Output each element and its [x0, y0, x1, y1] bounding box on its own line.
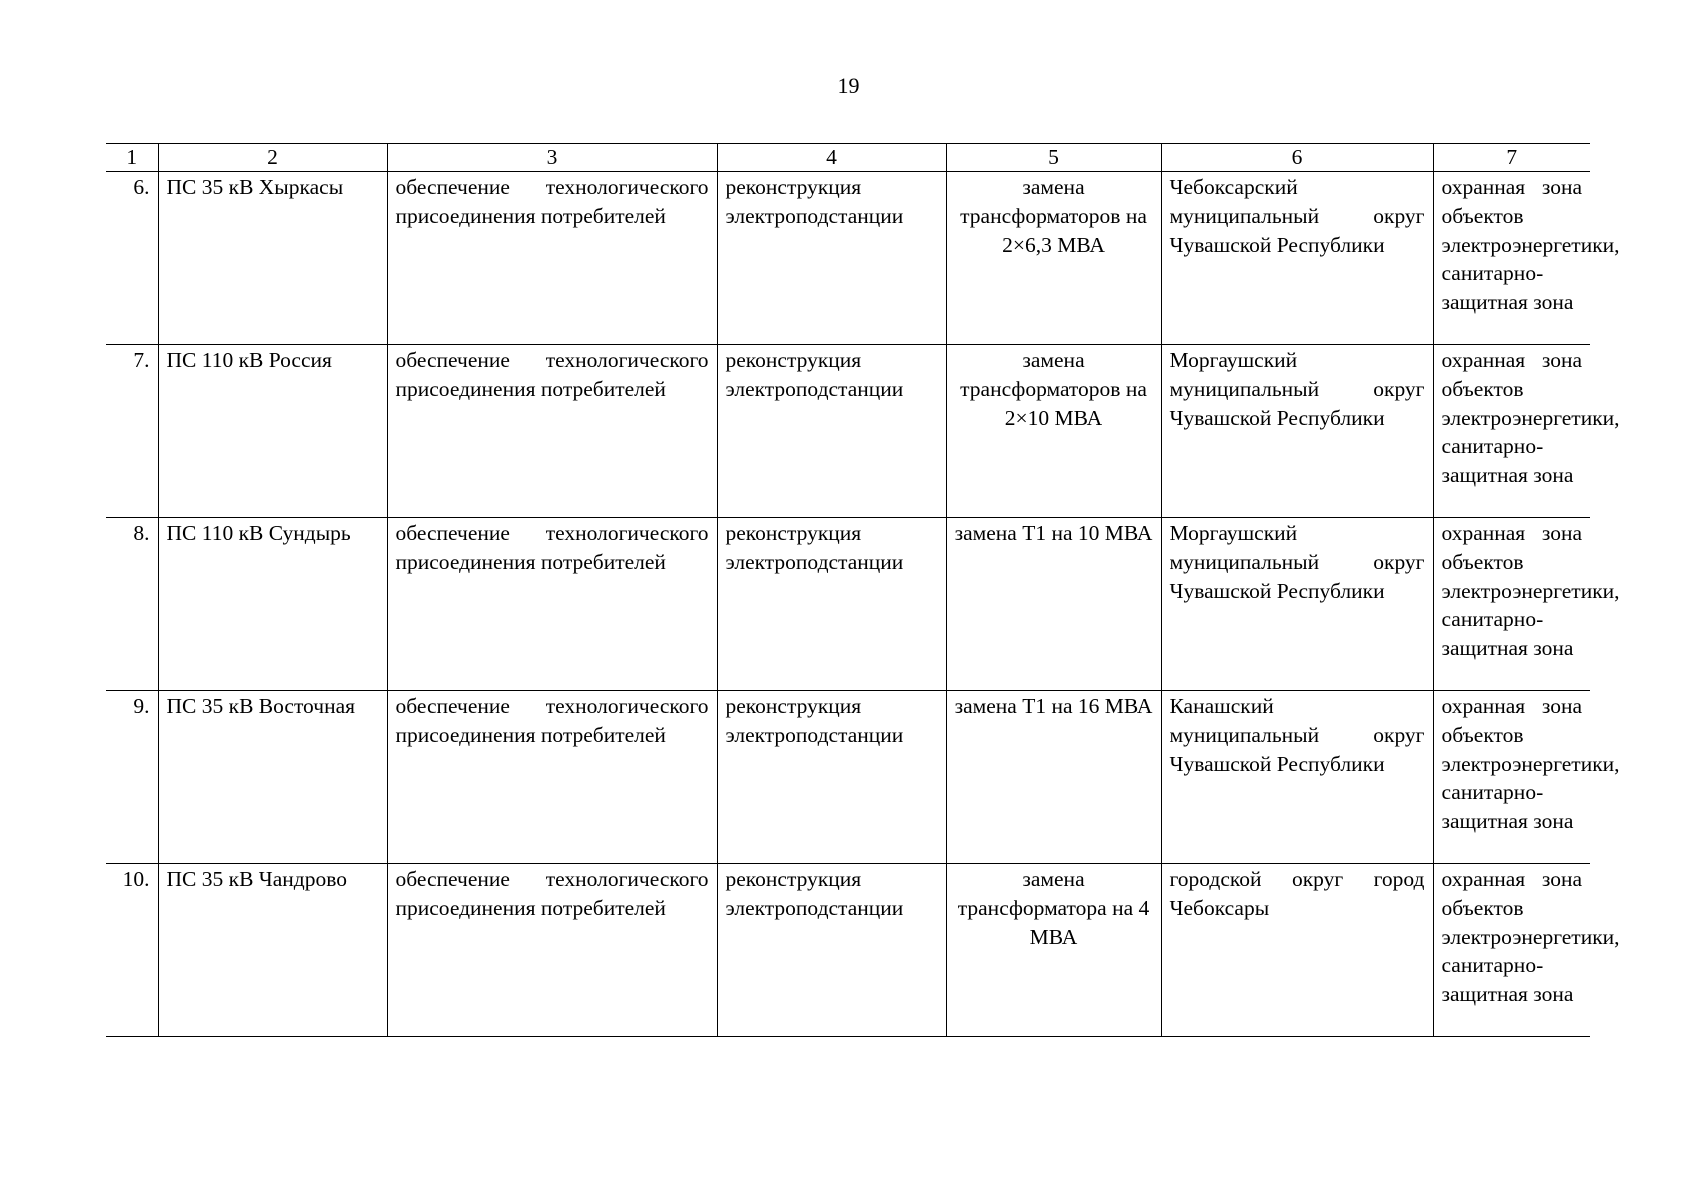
location-cell: Канашский муниципальный округ Чувашской Республики	[1161, 691, 1433, 864]
characteristics-cell: замена трансформаторов на 2×10 МВА	[946, 345, 1161, 518]
row-number-cell: 7.	[106, 345, 158, 518]
purpose-cell: обеспечение технологического присоединения потребителей	[387, 864, 717, 1037]
objects-table	[106, 143, 1620, 1037]
object-cell: ПС 35 кВ Хыркасы	[158, 172, 387, 345]
zone-cell: охранная зона объектов электроэнергетики, санитарно-защитная зона	[1433, 691, 1590, 864]
zone-cell: охранная зона объектов электроэнергетики, санитарно-защитная зона	[1433, 518, 1590, 691]
column-header: 4	[717, 144, 946, 172]
location-cell: Моргаушский муниципальный округ Чувашской Республики	[1161, 345, 1433, 518]
purpose-cell: обеспечение технологического присоединения потребителей	[387, 172, 717, 345]
location-cell: Моргаушский муниципальный округ Чувашской Республики	[1161, 518, 1433, 691]
location-cell: городской округ город Чебоксары	[1161, 864, 1433, 1037]
type-cell: реконструкция электроподстанции	[717, 345, 946, 518]
purpose-cell: обеспечение технологического присоединения потребителей	[387, 345, 717, 518]
row-number-cell: 8.	[106, 518, 158, 691]
characteristics-cell: замена Т1 на 16 МВА	[946, 691, 1161, 864]
characteristics-cell: замена Т1 на 10 МВА	[946, 518, 1161, 691]
type-cell: реконструкция электроподстанции	[717, 864, 946, 1037]
object-cell: ПС 35 кВ Чандрово	[158, 864, 387, 1037]
zone-cell: охранная зона объектов электроэнергетики, санитарно-защитная зона	[1433, 864, 1590, 1037]
object-cell: ПС 35 кВ Восточная	[158, 691, 387, 864]
purpose-cell: обеспечение технологического присоединения потребителей	[387, 691, 717, 864]
location-cell: Чебоксарский муниципальный округ Чувашской Республики	[1161, 172, 1433, 345]
column-header: 1	[106, 144, 158, 172]
header-row	[106, 144, 1590, 172]
type-cell: реконструкция электроподстанции	[717, 691, 946, 864]
table-row	[106, 345, 1590, 518]
object-cell: ПС 110 кВ Россия	[158, 345, 387, 518]
row-number-cell: 10.	[106, 864, 158, 1037]
object-cell: ПС 110 кВ Сундырь	[158, 518, 387, 691]
zone-cell: охранная зона объектов электроэнергетики, санитарно-защитная зона	[1433, 345, 1590, 518]
row-number-cell: 6.	[106, 172, 158, 345]
table-row	[106, 518, 1590, 691]
characteristics-cell: замена трансформаторов на 2×6,3 МВА	[946, 172, 1161, 345]
zone-cell: охранная зона объектов электроэнергетики, санитарно-защитная зона	[1433, 172, 1590, 345]
table-row	[106, 691, 1590, 864]
column-header: 5	[946, 144, 1161, 172]
column-header: 3	[387, 144, 717, 172]
page-number: 19	[837, 73, 860, 98]
column-header: 7	[1433, 144, 1590, 172]
column-header: 2	[158, 144, 387, 172]
table-row	[106, 172, 1590, 345]
row-number-cell: 9.	[106, 691, 158, 864]
table-row	[106, 864, 1590, 1037]
type-cell: реконструкция электроподстанции	[717, 172, 946, 345]
type-cell: реконструкция электроподстанции	[717, 518, 946, 691]
purpose-cell: обеспечение технологического присоединения потребителей	[387, 518, 717, 691]
column-header: 6	[1161, 144, 1433, 172]
characteristics-cell: замена трансформатора на 4 МВА	[946, 864, 1161, 1037]
